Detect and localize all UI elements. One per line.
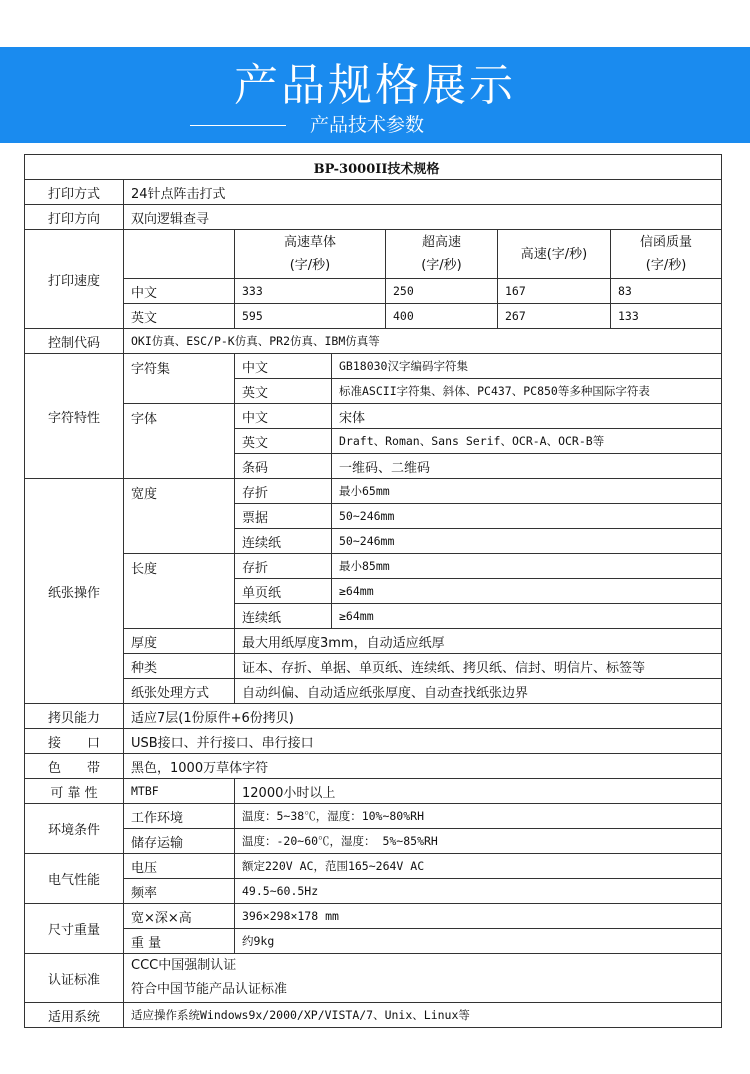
item-value: 12000小时以上 (235, 779, 722, 804)
speed-header-line: (字/秒) (289, 258, 331, 273)
speed-header (611, 230, 722, 279)
speed-header-line: 高速(字/秒) (520, 246, 588, 262)
page-title: 产品规格展示 (234, 60, 516, 111)
row-label: 适用系统 (25, 1003, 124, 1028)
table-row (25, 205, 722, 230)
item-value: 温度：-20~60℃，湿度： 5%~85%RH (235, 829, 722, 854)
item-value: 最大用纸厚度3mm，自动适应纸厚 (235, 629, 722, 654)
item-key: 英文 (235, 429, 332, 454)
item-value: 50~246mm (332, 504, 722, 529)
row-label: 色 带 (25, 754, 124, 779)
speed-value: 133 (611, 304, 722, 329)
sub-label: 宽度 (124, 479, 235, 554)
item-value: 最小65mm (332, 479, 722, 504)
row-label: 字符特性 (25, 354, 124, 479)
item-value: 最小85mm (332, 554, 722, 579)
row-value: 双向逻辑查寻 (124, 205, 722, 230)
sub-label: 纸张处理方式 (124, 679, 235, 704)
table-row (25, 180, 722, 205)
spec-table (24, 154, 722, 1028)
cert-line: 符合中国节能产品认证标准 (131, 982, 288, 997)
table-row (25, 829, 722, 854)
table-row (25, 854, 722, 879)
item-value: 自动纠偏、自动适应纸张厚度、自动查找纸张边界 (235, 679, 722, 704)
item-value: 额定220V AC，范围165~264V AC (235, 854, 722, 879)
item-value: 一维码、二维码 (332, 454, 722, 479)
item-value: 宋体 (332, 404, 722, 429)
speed-value: 595 (235, 304, 386, 329)
row-value: 适应操作系统Windows9x/2000/XP/VISTA/7、Unix、Linux等 (124, 1003, 722, 1028)
table-row (25, 704, 722, 729)
table-row (25, 629, 722, 654)
item-key: 工作环境 (124, 804, 235, 829)
speed-header-line: 信函质量 (640, 235, 693, 250)
table-row (25, 779, 722, 804)
row-label: 打印方向 (25, 205, 124, 230)
header-banner (0, 47, 750, 143)
item-key: 票据 (235, 504, 332, 529)
row-value: 24针点阵击打式 (124, 180, 722, 205)
row-value: 黑色，1000万草体字符 (124, 754, 722, 779)
table-row (25, 754, 722, 779)
page-subtitle: 产品技术参数 (310, 114, 425, 136)
speed-header-line: (字/秒) (645, 258, 687, 273)
item-value: 49.5~60.5Hz (235, 879, 722, 904)
row-label: 尺寸重量 (25, 904, 124, 954)
table-row (25, 879, 722, 904)
row-label: 接 口 (25, 729, 124, 754)
item-key: 连续纸 (235, 604, 332, 629)
cert-line: CCC中国强制认证 (131, 958, 237, 973)
speed-value: 400 (386, 304, 498, 329)
table-row (25, 279, 722, 304)
table-row (25, 904, 722, 929)
row-label: 认证标准 (25, 954, 124, 1003)
spec-title: BP-3000II技术规格 (25, 155, 722, 180)
item-value: 50~246mm (332, 529, 722, 554)
speed-value: 83 (611, 279, 722, 304)
row-label: 纸张操作 (25, 479, 124, 704)
row-label: 打印方式 (25, 180, 124, 205)
item-value: 温度：5~38℃，湿度：10%~80%RH (235, 804, 722, 829)
speed-header-line: 高速草体 (283, 235, 336, 250)
table-row (25, 679, 722, 704)
table-row (25, 554, 722, 579)
item-key: 英文 (235, 379, 332, 404)
item-key: 单页纸 (235, 579, 332, 604)
table-row (25, 404, 722, 429)
table-row (25, 329, 722, 354)
item-value: 证本、存折、单据、单页纸、连续纸、拷贝纸、信封、明信片、标签等 (235, 654, 722, 679)
item-value: 约9kg (235, 929, 722, 954)
sub-label: 长度 (124, 554, 235, 629)
table-row (25, 654, 722, 679)
row-label: 电气性能 (25, 854, 124, 904)
speed-corner (124, 230, 235, 279)
speed-header-line: 超高速 (421, 235, 461, 250)
speed-header (386, 230, 498, 279)
item-value: Draft、Roman、Sans Serif、OCR-A、OCR-B等 (332, 429, 722, 454)
table-row (25, 729, 722, 754)
row-label: 控制代码 (25, 329, 124, 354)
speed-value: 250 (386, 279, 498, 304)
row-value: 适应7层(1份原件+6份拷贝) (124, 704, 722, 729)
row-label: 打印速度 (25, 230, 124, 329)
table-row (25, 304, 722, 329)
table-row (25, 1003, 722, 1028)
item-key: 中文 (235, 404, 332, 429)
sub-label: 字体 (124, 404, 235, 479)
item-value: 396×298×178 mm (235, 904, 722, 929)
row-label: 拷贝能力 (25, 704, 124, 729)
speed-header (235, 230, 386, 279)
item-key: 存折 (235, 554, 332, 579)
row-value (124, 954, 722, 1003)
item-key: MTBF (124, 779, 235, 804)
row-value: USB接口、并行接口、串行接口 (124, 729, 722, 754)
table-row (25, 954, 722, 1003)
sub-label: 字符集 (124, 354, 235, 404)
speed-header-line: (字/秒) (421, 258, 462, 273)
item-key: 条码 (235, 454, 332, 479)
item-key: 连续纸 (235, 529, 332, 554)
speed-value: 333 (235, 279, 386, 304)
table-row (25, 804, 722, 829)
item-key: 宽×深×高 (124, 904, 235, 929)
speed-row-label: 中文 (124, 279, 235, 304)
speed-row-label: 英文 (124, 304, 235, 329)
speed-header (498, 230, 611, 279)
item-key: 电压 (124, 854, 235, 879)
speed-value: 167 (498, 279, 611, 304)
item-value: ≥64mm (332, 579, 722, 604)
table-row (25, 230, 722, 279)
item-value: GB18030汉字编码字符集 (332, 354, 722, 379)
subtitle-divider (190, 125, 286, 126)
row-label: 可 靠 性 (25, 779, 124, 804)
table-row (25, 155, 722, 180)
table-row (25, 354, 722, 379)
item-value: 标准ASCII字符集、斜体、PC437、PC850等多种国际字符表 (332, 379, 722, 404)
item-key: 中文 (235, 354, 332, 379)
sub-label: 厚度 (124, 629, 235, 654)
speed-value: 267 (498, 304, 611, 329)
item-value: ≥64mm (332, 604, 722, 629)
item-key: 重 量 (124, 929, 235, 954)
item-key: 储存运输 (124, 829, 235, 854)
item-key: 存折 (235, 479, 332, 504)
item-key: 频率 (124, 879, 235, 904)
table-row (25, 929, 722, 954)
sub-label: 种类 (124, 654, 235, 679)
row-label: 环境条件 (25, 804, 124, 854)
row-value: OKI仿真、ESC/P-K仿真、PR2仿真、IBM仿真等 (124, 329, 722, 354)
table-row (25, 479, 722, 504)
